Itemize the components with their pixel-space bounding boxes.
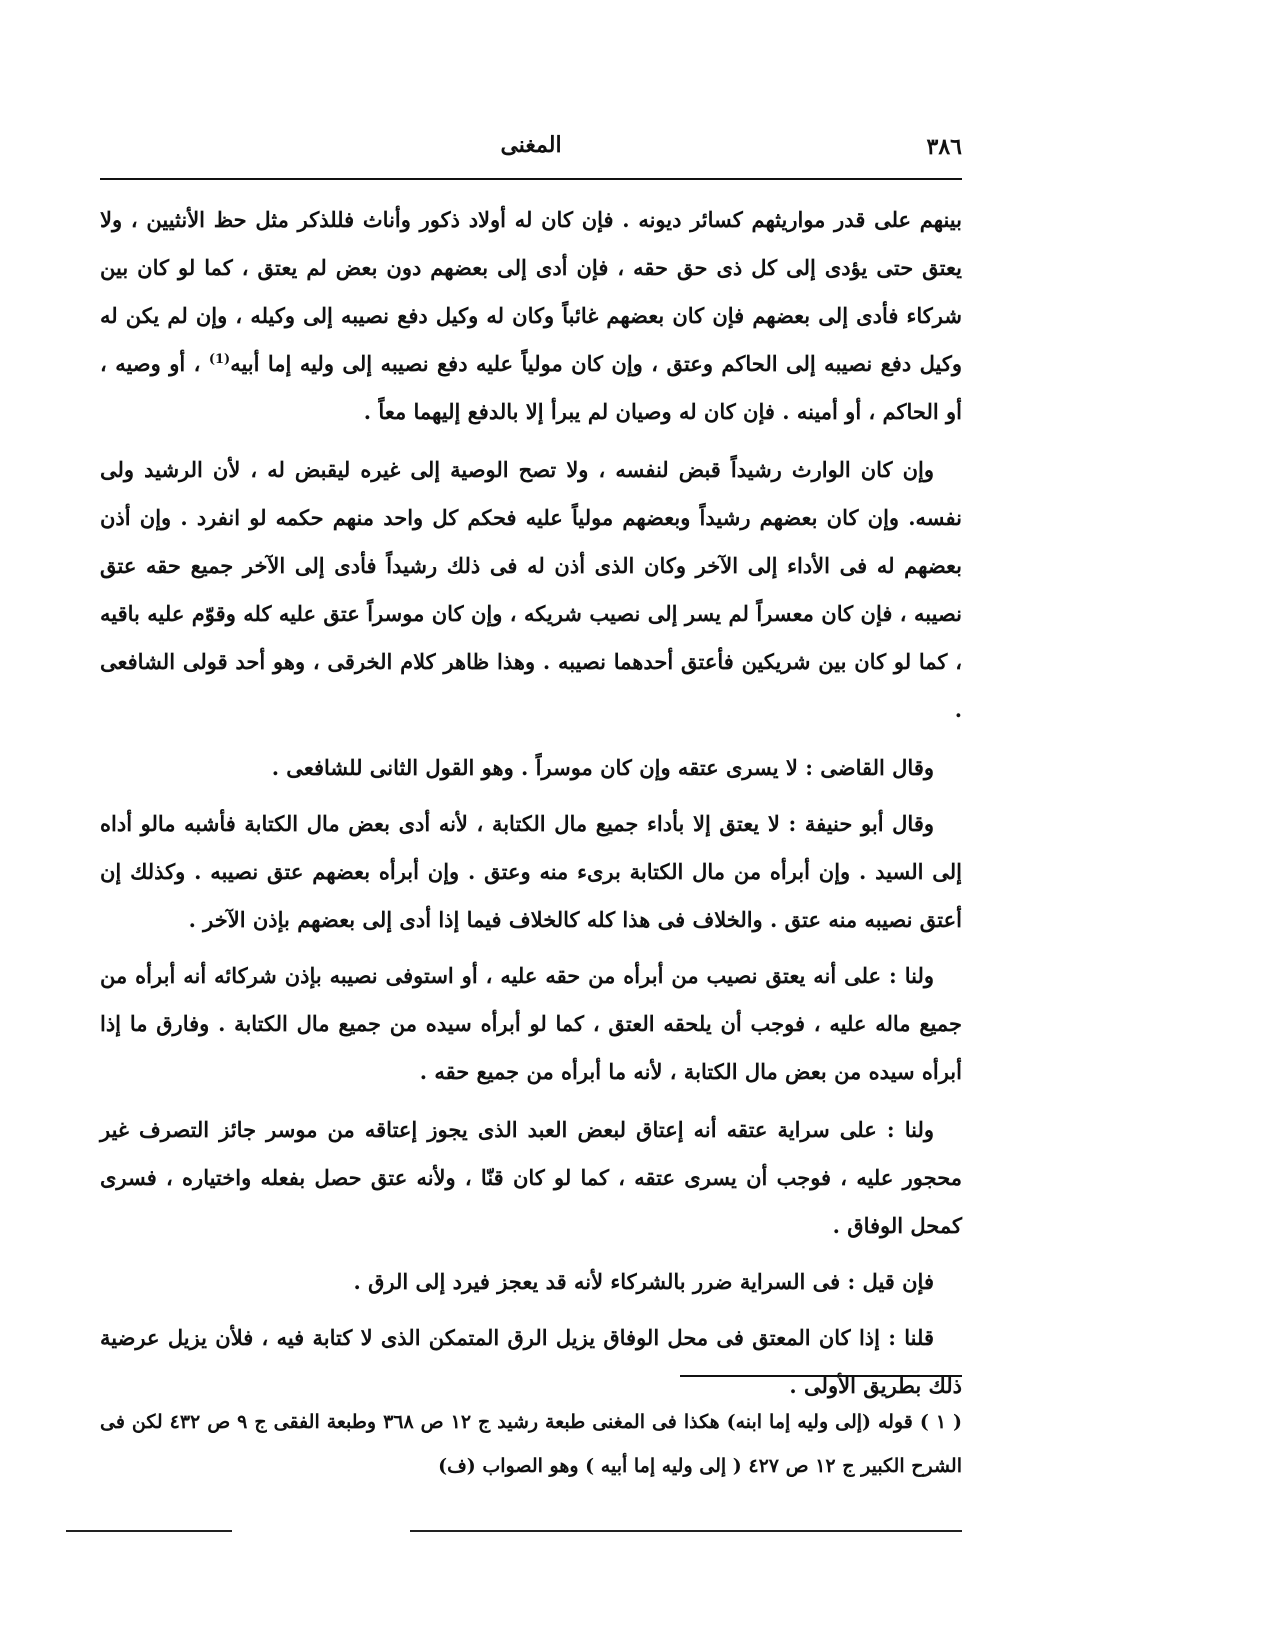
bottom-rule-left — [66, 1530, 232, 1532]
paragraph-2: وإن كان الوارث رشيداً قبض لنفسه ، ولا تصح الوصية إلى غيره ليقبض له ، لأن الرشيد ولى نفسه. وإن كان بعضهم رشيداً وبعضهم مولياً عليه فحكم كل واحد منهم حكمه لو انفرد . وإن أذن بعضهم له فى الأداء إلى الآخر وكان الذى أذن له فى ذلك رشيداً فأدى إلى الآخر جميع حقه عتق نصيبه ، فإن كان معسراً لم يسر إلى نصيب شريكه ، وإن كان موسراً عتق عليه كله وقوّم عليه باقيه ، كما لو كان بين شريكين فأعتق أحدهما نصيبه . وهذا ظاهر كلام الخرقى ، وهو أحد قولى الشافعى . — [100, 457, 962, 722]
bottom-rule-right — [410, 1530, 962, 1532]
page-header — [100, 128, 962, 168]
running-title: المغنى — [500, 132, 562, 158]
paragraph-1-main: بينهم على قدر مواريثهم كسائر ديونه . فإن كان له أولاد ذكور وأناث فللذكر مثل حظ الأنثيين ، ولا يعتق حتى يؤدى إلى كل ذى حق حقه ، فإن أدى إلى بعضهم دون بعض لم يعتق ، كما لو كان بين شركاء فأدى إلى بعضهم فإن كان بعضهم غائباً وكان له وكيل دفع نصيبه إلى وكيله ، وإن لم يكن له وكيل دفع نصيبه إلى الحاكم وعتق ، وإن كان مولياً عليه دفع نصيبه إلى وليه إما أبيه — [100, 207, 962, 376]
footnote-1: ( ١ ) قوله (إلى وليه إما ابنه) هكذا فى المغنى طبعة رشيد ج ١٢ ص ٣٦٨ وطبعة الفقى ج ٩ ص ٤٣٢ لكن فى الشرح الكبير ج ١٢ ص ٤٢٧ ( إلى وليه إما أبيه ) وهو الصواب (ف) — [100, 1411, 962, 1477]
paragraph-1-tail: ، أو وصيه ، أو الحاكم ، أو أمينه . فإن كان له وصيان لم يبرأ إلا بالدفع إليهما معاً . — [100, 351, 962, 424]
paragraph-3: وقال القاضى : لا يسرى عتقه وإن كان موسراً . وهو القول الثانى للشافعى . — [271, 755, 934, 780]
footnote-marker: (1) — [208, 352, 231, 367]
header-rule — [100, 178, 962, 180]
paragraph-4: وقال أبو حنيفة : لا يعتق إلا بأداء جميع مال الكتابة ، لأنه أدى بعض مال الكتابة فأشبه مالو أداه إلى السيد . وإن أبرأه من مال الكتابة برىء منه وعتق . وإن أبرأه بعضهم عتق نصيبه . وكذلك إن أعتق نصيبه منه عتق . والخلاف فى هذا كله كالخلاف فيما إذا أدى إلى بعضهم بإذن الآخر . — [100, 811, 962, 932]
paragraph-7: فإن قيل : فى السراية ضرر بالشركاء لأنه قد يعجز فيرد إلى الرق . — [353, 1269, 934, 1294]
paragraph-6: ولنا : على سراية عتقه أنه إعتاق لبعض العبد الذى يجوز إعتاقه من موسر جائز التصرف غير محجور عليه ، فوجب أن يسرى عتقه ، كما لو كان قنّا ، ولأنه عتق حصل بفعله واختياره ، فسرى كمحل الوفاق . — [100, 1117, 962, 1238]
paragraph-8: قلنا : إذا كان المعتق فى محل الوفاق يزيل الرق المتمكن الذى لا كتابة فيه ، فلأن يزيل عرضية ذلك بطريق الأولى . — [100, 1325, 962, 1398]
paragraph-1 — [100, 196, 962, 436]
paragraph-5: ولنا : على أنه يعتق نصيب من أبرأه من حقه عليه ، أو استوفى نصيبه بإذن شركائه أنه أبرأه من جميع ماله عليه ، فوجب أن يلحقه العتق ، كما لو أبرأه سيده من جميع مال الكتابة . وفارق ما إذا أبرأه سيده من بعض مال الكتابة ، لأنه ما أبرأه من جميع حقه . — [100, 963, 962, 1084]
footnotes — [100, 1400, 962, 1488]
body-text — [100, 196, 962, 1418]
footnote-rule — [680, 1375, 962, 1377]
page-number: ٣٨٦ — [926, 134, 962, 160]
